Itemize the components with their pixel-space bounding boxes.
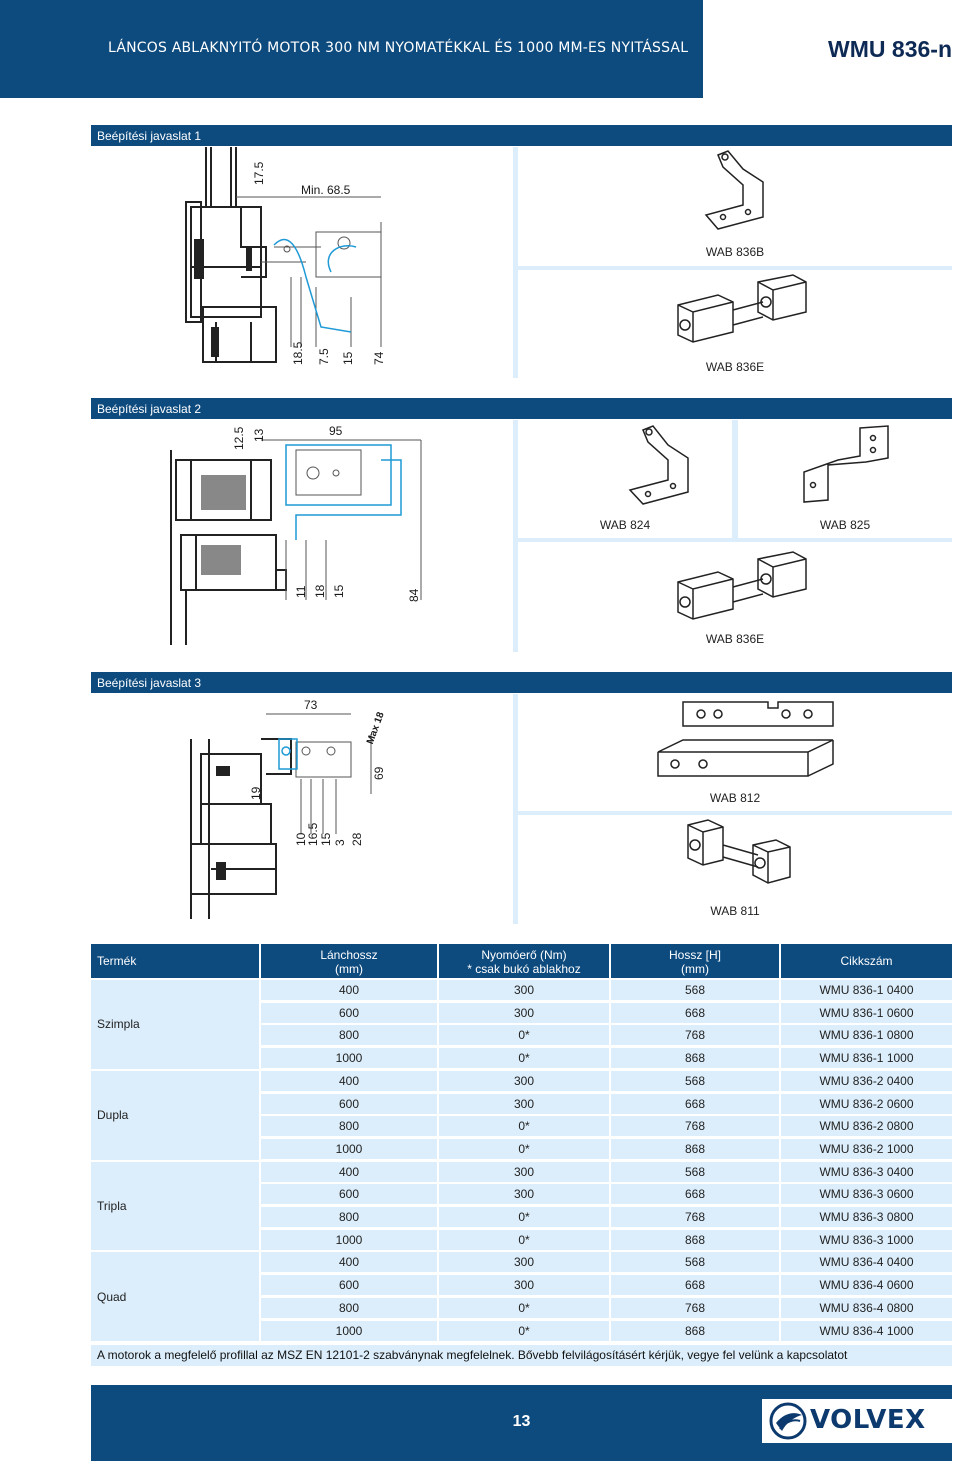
code-cell: WMU 836-2 0800 bbox=[781, 1116, 952, 1136]
group-cell bbox=[91, 1071, 259, 1160]
force-cell: 300 bbox=[439, 1252, 609, 1272]
page-number: 13 bbox=[512, 1413, 531, 1430]
brand-logo bbox=[762, 1399, 952, 1443]
wab-824-panel bbox=[518, 420, 732, 538]
col-header-force bbox=[439, 944, 609, 978]
length-cell: 768 bbox=[611, 1025, 779, 1045]
col-header-length-line1: Hossz [H] bbox=[668, 948, 721, 962]
caption-wab-836b: WAB 836B bbox=[705, 245, 765, 259]
code-cell: WMU 836-2 0600 bbox=[781, 1094, 952, 1114]
code-cell: WMU 836-3 0800 bbox=[781, 1207, 952, 1227]
force-cell: 0* bbox=[439, 1025, 609, 1045]
group-cell bbox=[91, 980, 259, 1069]
length-cell: 768 bbox=[611, 1207, 779, 1227]
force-cell: 0* bbox=[439, 1116, 609, 1136]
length-cell: 668 bbox=[611, 1094, 779, 1114]
section-1-body bbox=[91, 147, 952, 378]
installation-drawing-1 bbox=[91, 147, 513, 378]
wab-812-panel bbox=[518, 694, 952, 811]
chain-length-cell: 1000 bbox=[261, 1230, 437, 1250]
chain-length-cell: 400 bbox=[261, 1162, 437, 1182]
dim-16-5: 16.5 bbox=[306, 822, 320, 846]
dim-3: 3 bbox=[333, 839, 347, 846]
length-cell: 768 bbox=[611, 1298, 779, 1318]
col-header-chain-line1: Lánchossz bbox=[320, 948, 378, 962]
chain-length-cell: 600 bbox=[261, 1275, 437, 1295]
chain-length-cell: 800 bbox=[261, 1025, 437, 1045]
col-header-product bbox=[91, 944, 259, 978]
length-cell: 568 bbox=[611, 1071, 779, 1091]
dim-12-5: 12.5 bbox=[232, 426, 246, 450]
code-cell: WMU 836-1 0600 bbox=[781, 1003, 952, 1023]
col-header-code bbox=[781, 944, 952, 978]
section-1-header bbox=[91, 125, 952, 146]
header-bar bbox=[0, 0, 703, 98]
chain-length-cell: 600 bbox=[261, 1003, 437, 1023]
chain-length-cell: 1000 bbox=[261, 1321, 437, 1341]
force-cell: 300 bbox=[439, 1162, 609, 1182]
force-cell: 300 bbox=[439, 980, 609, 1000]
chain-length-cell: 800 bbox=[261, 1207, 437, 1227]
force-cell: 0* bbox=[439, 1321, 609, 1341]
dim-73: 73 bbox=[304, 698, 318, 712]
group-name: Szimpla bbox=[97, 1017, 140, 1032]
col-header-product-label: Termék bbox=[97, 954, 137, 968]
caption-wab-812: WAB 812 bbox=[709, 791, 761, 805]
code-cell: WMU 836-3 0400 bbox=[781, 1162, 952, 1182]
chain-length-cell: 800 bbox=[261, 1116, 437, 1136]
dim-min-68-5: Min. 68.5 bbox=[301, 183, 351, 197]
wab-825-panel bbox=[738, 420, 952, 538]
dim-74: 74 bbox=[372, 351, 386, 365]
dim-7-5: 7.5 bbox=[317, 348, 331, 365]
length-cell: 568 bbox=[611, 1162, 779, 1182]
length-cell: 868 bbox=[611, 1321, 779, 1341]
length-cell: 568 bbox=[611, 980, 779, 1000]
length-cell: 868 bbox=[611, 1048, 779, 1068]
chain-length-cell: 600 bbox=[261, 1184, 437, 1204]
col-header-length-line2: (mm) bbox=[681, 962, 709, 976]
dim-10: 10 bbox=[294, 832, 308, 846]
section-2-title: Beépítési javaslat 2 bbox=[97, 402, 202, 416]
dim-15-s2: 15 bbox=[332, 584, 346, 598]
chain-length-cell: 400 bbox=[261, 1071, 437, 1091]
length-cell: 568 bbox=[611, 1252, 779, 1272]
profile-drawing-2 bbox=[91, 420, 513, 652]
length-cell: 868 bbox=[611, 1139, 779, 1159]
caption-wab-824: WAB 824 bbox=[599, 518, 651, 532]
section-2-body bbox=[91, 420, 952, 652]
length-cell: 668 bbox=[611, 1275, 779, 1295]
col-header-force-line2: * csak bukó ablakhoz bbox=[467, 962, 581, 976]
code-cell: WMU 836-3 1000 bbox=[781, 1230, 952, 1250]
table-header bbox=[91, 944, 952, 978]
chain-length-cell: 1000 bbox=[261, 1048, 437, 1068]
wab-836b-panel bbox=[518, 147, 952, 266]
col-header-force-line1: Nyomóerő (Nm) bbox=[481, 948, 567, 962]
code-cell: WMU 836-2 1000 bbox=[781, 1139, 952, 1159]
caption-wab-836e-2: WAB 836E bbox=[705, 632, 765, 646]
length-cell: 868 bbox=[611, 1230, 779, 1250]
dim-18-5: 18.5 bbox=[291, 341, 305, 365]
section-2-header bbox=[91, 398, 952, 419]
col-header-code-label: Cikkszám bbox=[840, 954, 893, 968]
chain-length-cell: 400 bbox=[261, 980, 437, 1000]
chain-length-cell: 800 bbox=[261, 1298, 437, 1318]
dim-18: 18 bbox=[313, 584, 327, 598]
col-header-chain-line2: (mm) bbox=[335, 962, 363, 976]
wab-811-panel bbox=[518, 815, 952, 924]
col-header-chain bbox=[261, 944, 437, 978]
section-3-body bbox=[91, 694, 952, 924]
chain-length-cell: 600 bbox=[261, 1094, 437, 1114]
model-code: WMU 836-n bbox=[828, 36, 952, 62]
code-cell: WMU 836-4 0600 bbox=[781, 1275, 952, 1295]
force-cell: 300 bbox=[439, 1094, 609, 1114]
dim-15-s3: 15 bbox=[319, 832, 333, 846]
installation-drawing-3 bbox=[91, 694, 513, 924]
code-cell: WMU 836-1 1000 bbox=[781, 1048, 952, 1068]
page-title: LÁNCOS ABLAKNYITÓ MOTOR 300 NM NYOMATÉKKAL ÉS 1000 MM-ES NYITÁSSAL bbox=[108, 40, 689, 56]
force-cell: 300 bbox=[439, 1184, 609, 1204]
section-3-header bbox=[91, 672, 952, 693]
dim-28: 28 bbox=[350, 832, 364, 846]
profile-drawing-3 bbox=[91, 694, 513, 924]
code-cell: WMU 836-3 0600 bbox=[781, 1184, 952, 1204]
group-cell bbox=[91, 1252, 259, 1341]
dim-69: 69 bbox=[372, 766, 386, 780]
standards-note: A motorok a megfelelő profillal az MSZ EN 12101-2 szabványnak megfelelnek. Bővebb felvilágosításért kérjük, vegye fel velünk a kapcsolatot bbox=[91, 1345, 952, 1366]
code-cell: WMU 836-2 0400 bbox=[781, 1071, 952, 1091]
group-cell bbox=[91, 1162, 259, 1251]
wab-836e-panel-1 bbox=[518, 270, 952, 378]
caption-wab-811: WAB 811 bbox=[710, 904, 760, 918]
dim-13: 13 bbox=[252, 428, 266, 442]
length-cell: 668 bbox=[611, 1184, 779, 1204]
force-cell: 0* bbox=[439, 1139, 609, 1159]
force-cell: 0* bbox=[439, 1048, 609, 1068]
group-name: Dupla bbox=[97, 1108, 129, 1123]
dim-17-5: 17.5 bbox=[252, 161, 266, 185]
group-name: Quad bbox=[97, 1289, 127, 1304]
code-cell: WMU 836-4 0800 bbox=[781, 1298, 952, 1318]
col-header-length bbox=[611, 944, 779, 978]
group-name: Tripla bbox=[97, 1198, 127, 1213]
length-cell: 668 bbox=[611, 1003, 779, 1023]
caption-wab-836e-1: WAB 836E bbox=[705, 360, 765, 374]
force-cell: 0* bbox=[439, 1230, 609, 1250]
force-cell: 300 bbox=[439, 1003, 609, 1023]
force-cell: 300 bbox=[439, 1275, 609, 1295]
chain-length-cell: 1000 bbox=[261, 1139, 437, 1159]
dim-15: 15 bbox=[341, 351, 355, 365]
dim-max-18: Max 18 bbox=[365, 710, 387, 746]
dim-84: 84 bbox=[407, 588, 421, 602]
chain-length-cell: 400 bbox=[261, 1252, 437, 1272]
dim-11: 11 bbox=[294, 585, 308, 598]
force-cell: 0* bbox=[439, 1207, 609, 1227]
wab-836e-panel-2 bbox=[518, 542, 952, 652]
length-cell: 768 bbox=[611, 1116, 779, 1136]
section-1-title: Beépítési javaslat 1 bbox=[97, 129, 202, 143]
code-cell: WMU 836-4 0400 bbox=[781, 1252, 952, 1272]
code-cell: WMU 836-1 0400 bbox=[781, 980, 952, 1000]
installation-drawing-2 bbox=[91, 420, 513, 652]
product-table bbox=[91, 980, 952, 1343]
caption-wab-825: WAB 825 bbox=[819, 518, 871, 532]
dim-19: 19 bbox=[249, 786, 263, 800]
volvex-swirl-icon bbox=[766, 1399, 810, 1443]
footer-bar bbox=[91, 1385, 952, 1461]
force-cell: 0* bbox=[439, 1298, 609, 1318]
force-cell: 300 bbox=[439, 1071, 609, 1091]
dim-95: 95 bbox=[329, 424, 343, 438]
code-cell: WMU 836-4 1000 bbox=[781, 1321, 952, 1341]
code-cell: WMU 836-1 0800 bbox=[781, 1025, 952, 1045]
brand-name: VOLVEX bbox=[810, 1405, 926, 1435]
section-3-title: Beépítési javaslat 3 bbox=[97, 676, 202, 690]
